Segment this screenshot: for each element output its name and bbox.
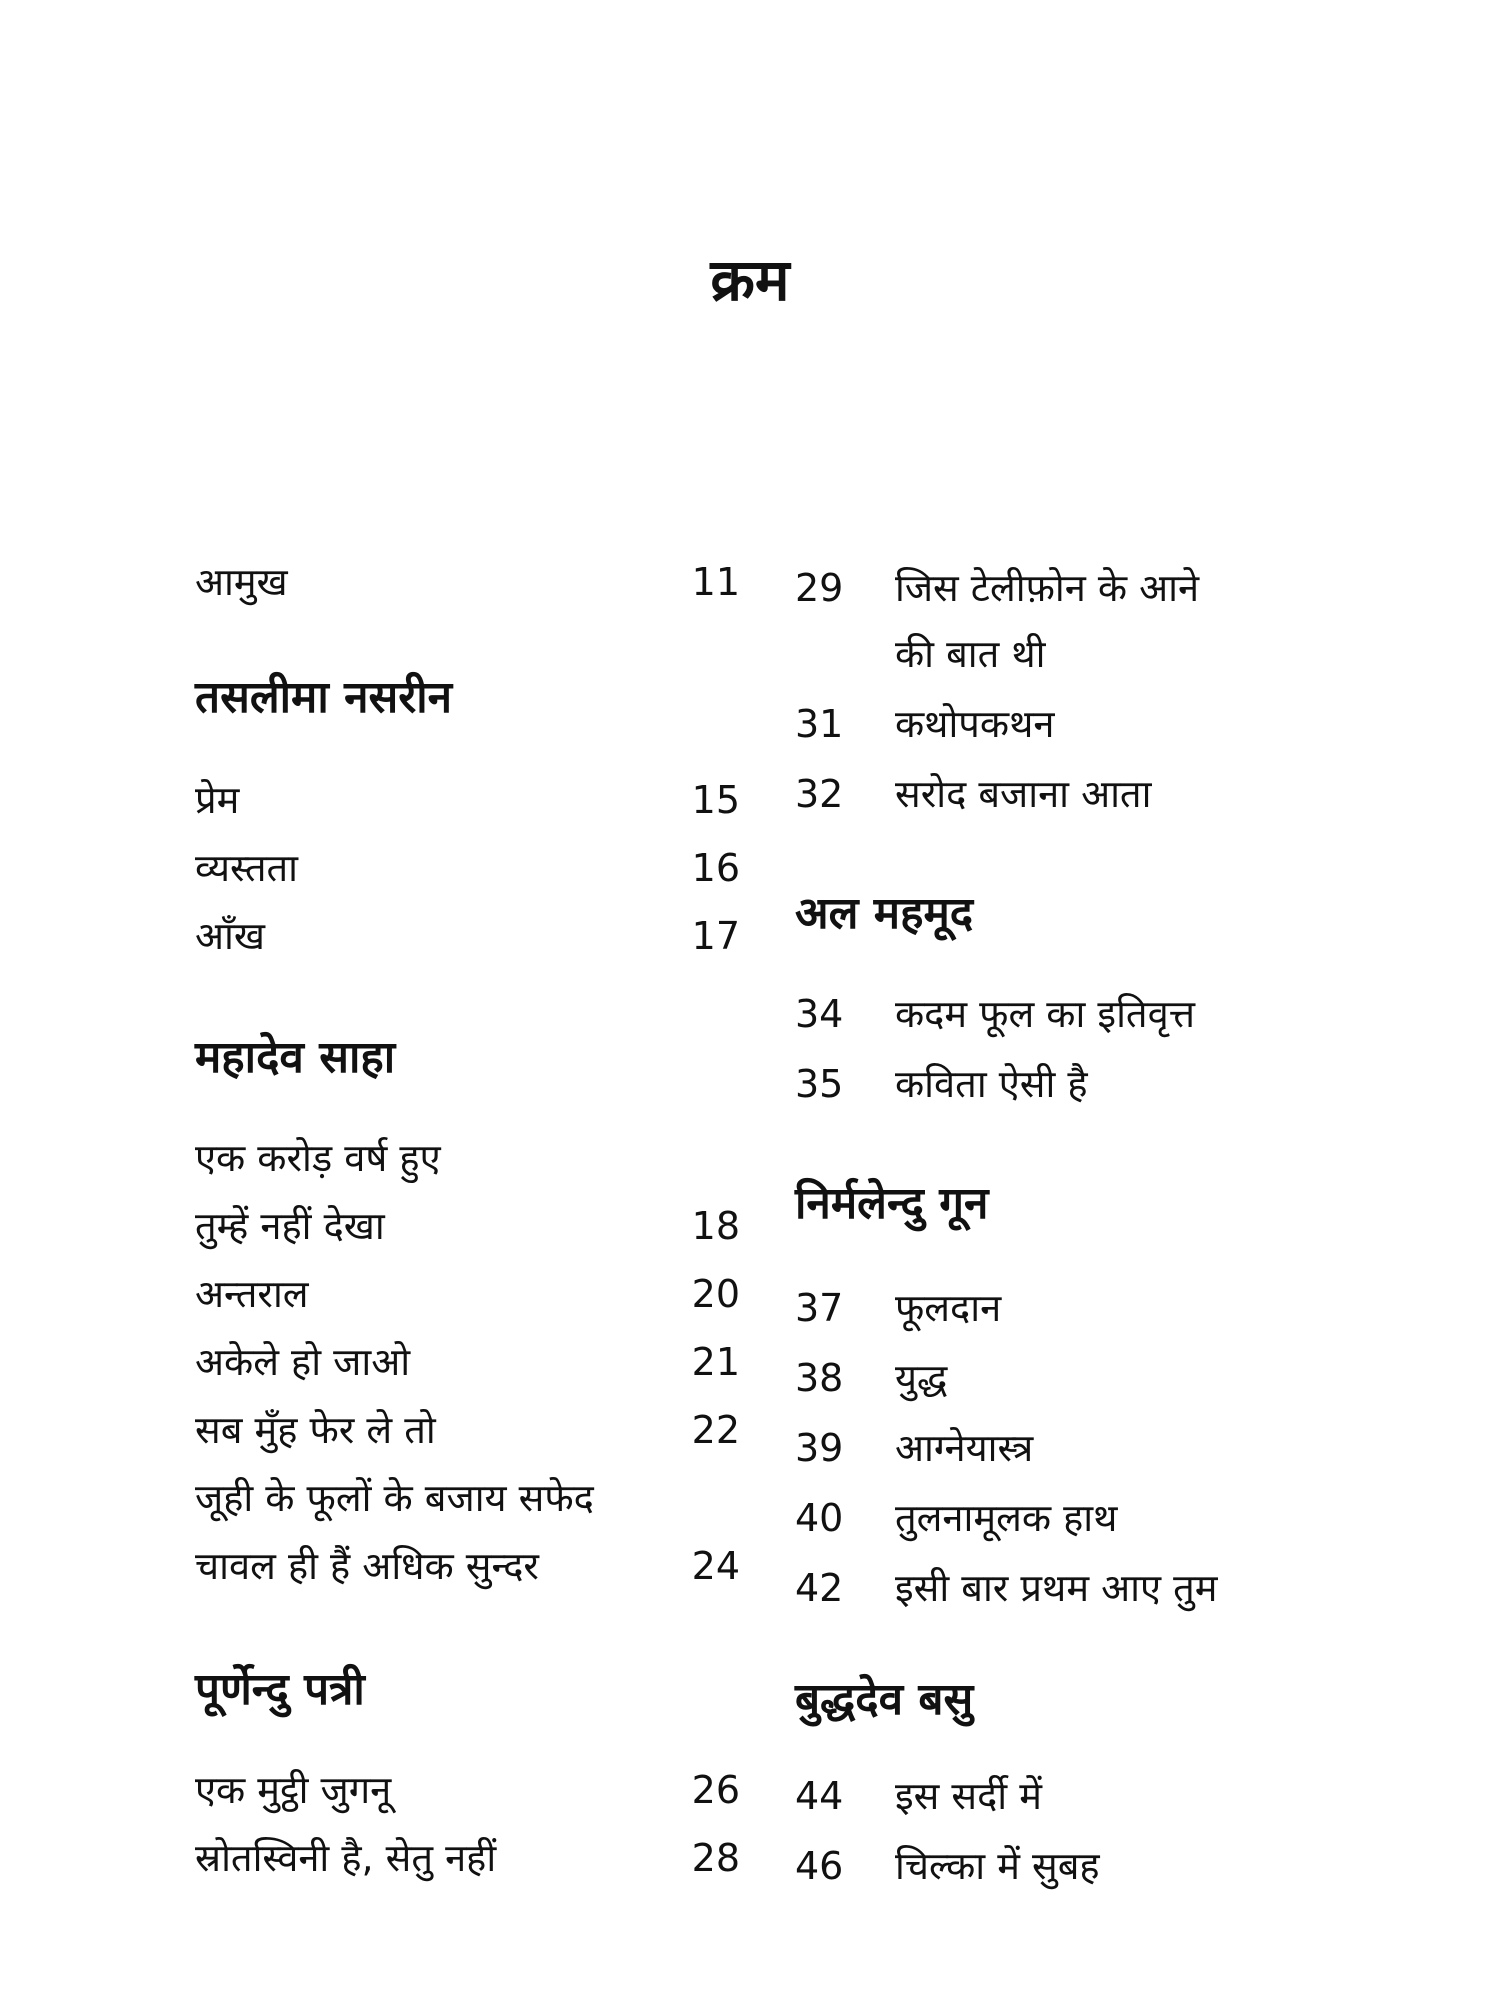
entry-page: 24 [691, 1544, 740, 1588]
toc-entry [795, 1836, 1355, 1896]
toc-entry [795, 764, 1355, 824]
toc-entry [195, 906, 740, 966]
entry-page: 38 [795, 1356, 844, 1400]
toc-entry [195, 1400, 740, 1460]
entry-page: 35 [795, 1062, 844, 1106]
entry-title: इस सर्दी में [895, 1774, 1042, 1818]
entry-title: प्रेम [195, 778, 240, 822]
toc-entry [795, 558, 1355, 618]
entry-page: 39 [795, 1426, 844, 1470]
entry-title: फूलदान [895, 1286, 1002, 1330]
section-heading: बुद्धदेव बसु [795, 1674, 974, 1725]
toc-entry [795, 984, 1355, 1044]
entry-page: 28 [691, 1836, 740, 1880]
toc-entry [195, 1332, 740, 1392]
entry-title: जिस टेलीफ़ोन के आने [895, 566, 1200, 610]
toc-entry [795, 1766, 1355, 1826]
entry-page: 40 [795, 1496, 844, 1540]
entry-title: व्यस्तता [195, 846, 298, 890]
entry-page: 46 [795, 1844, 844, 1888]
entry-page: 18 [691, 1204, 740, 1248]
entry-page: 42 [795, 1566, 844, 1610]
section-heading: तसलीमा नसरीन [195, 672, 453, 723]
entry-page: 22 [691, 1408, 740, 1452]
toc-entry [195, 1128, 740, 1188]
section-heading: महादेव साहा [195, 1032, 396, 1083]
entry-title: स्रोतस्विनी है, सेतु नहीं [195, 1836, 497, 1880]
toc-entry [795, 1558, 1355, 1618]
entry-title: आमुख [195, 560, 288, 604]
entry-title: सरोद बजाना आता [895, 772, 1152, 816]
entry-page: 29 [795, 566, 844, 610]
entry-page: 11 [691, 560, 740, 604]
toc-entry [195, 838, 740, 898]
entry-title: इसी बार प्रथम आए तुम [895, 1566, 1218, 1610]
entry-title: अन्तराल [195, 1272, 309, 1316]
entry-page: 21 [691, 1340, 740, 1384]
toc-entry [195, 1264, 740, 1324]
toc-entry [195, 1536, 740, 1596]
entry-title: तुम्हें नहीं देखा [195, 1204, 385, 1248]
page-title: क्रम [710, 246, 790, 314]
toc-entry [195, 552, 740, 612]
toc-entry [795, 1054, 1355, 1114]
toc-entry [795, 1348, 1355, 1408]
entry-page: 15 [691, 778, 740, 822]
toc-entry [795, 1278, 1355, 1338]
entry-title: कविता ऐसी है [895, 1062, 1088, 1106]
section-heading: निर्मलेन्दु गून [795, 1178, 989, 1229]
entry-title: आँख [195, 914, 265, 958]
entry-title: एक मुट्ठी जुगनू [195, 1768, 392, 1812]
entry-page: 20 [691, 1272, 740, 1316]
entry-title: एक करोड़ वर्ष हुए [195, 1136, 441, 1180]
entry-page: 44 [795, 1774, 844, 1818]
entry-title: की बात थी [895, 632, 1046, 676]
entry-title: चावल ही हैं अधिक सुन्दर [195, 1544, 539, 1588]
entry-page: 37 [795, 1286, 844, 1330]
entry-page: 16 [691, 846, 740, 890]
entry-page: 32 [795, 772, 844, 816]
toc-entry [195, 1468, 740, 1528]
section-heading: अल महमूद [795, 888, 974, 939]
entry-page: 26 [691, 1768, 740, 1812]
toc-entry [195, 1828, 740, 1888]
toc-entry [195, 1196, 740, 1256]
entry-title: कदम फूल का इतिवृत्त [895, 992, 1195, 1036]
entry-title: चिल्का में सुबह [895, 1844, 1100, 1888]
entry-title: युद्ध [895, 1356, 948, 1400]
section-heading: पूर्णेन्दु पत्री [195, 1664, 365, 1715]
toc-entry [795, 624, 1355, 684]
toc-entry [195, 1760, 740, 1820]
entry-title: सब मुँह फेर ले तो [195, 1408, 436, 1452]
entry-title: आग्नेयास्त्र [895, 1426, 1034, 1470]
entry-title: अकेले हो जाओ [195, 1340, 411, 1384]
entry-title: तुलनामूलक हाथ [895, 1496, 1118, 1540]
toc-entry [795, 1488, 1355, 1548]
entry-title: कथोपकथन [895, 702, 1055, 746]
entry-page: 17 [691, 914, 740, 958]
entry-page: 31 [795, 702, 844, 746]
entry-title: जूही के फूलों के बजाय सफेद [195, 1476, 594, 1520]
toc-entry [795, 694, 1355, 754]
toc-entry [195, 770, 740, 830]
toc-entry [795, 1418, 1355, 1478]
entry-page: 34 [795, 992, 844, 1036]
